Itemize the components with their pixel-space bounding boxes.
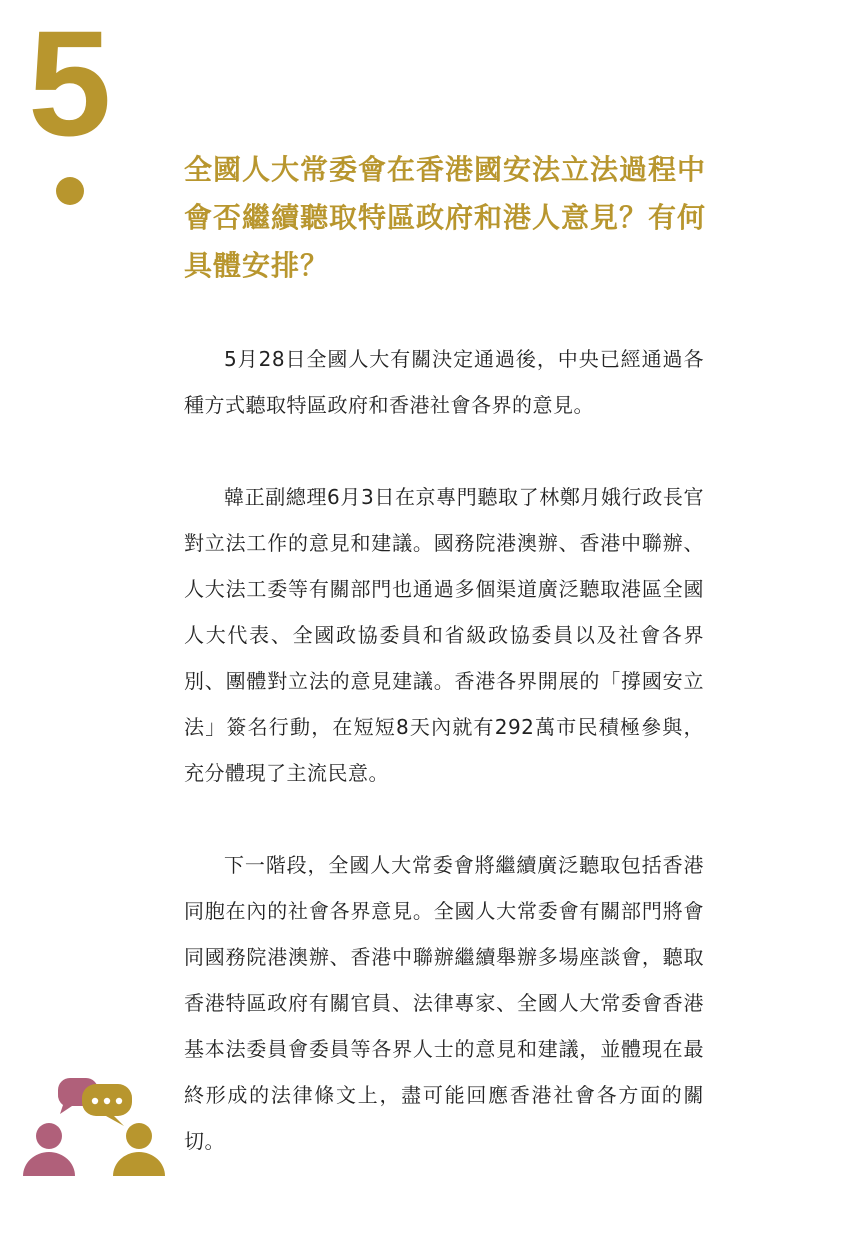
- section-title: 全國人大常委會在香港國安法立法過程中會否繼續聽取特區政府和港人意見？有何具體安排？: [184, 153, 707, 282]
- bubble-dot: [104, 1098, 110, 1104]
- section-number-dot: [56, 177, 84, 205]
- paragraph-2: 韓正副總理6月3日在京專門聽取了林鄭月娥行政長官對立法工作的意見和建議。國務院港澳辦、香港中聯辦、人大法工委等有關部門也通過多個渠道廣泛聽取港區全國人大代表、全國政協委員和省級政協委員以及社會各界別、團體對立法的意見建議。香港各界開展的「撐國安立法」簽名行動，在短短8天內就有292萬市民積極參與，充分體現了主流民意。: [184, 485, 704, 785]
- section-number: 5: [28, 0, 112, 167]
- body-text: [184, 336, 704, 1210]
- right-person-body: [113, 1152, 165, 1176]
- paragraph-3: 下一階段，全國人大常委會將繼續廣泛聽取包括香港同胞在內的社會各界意見。全國人大常委會有關部門將會同國務院港澳辦、香港中聯辦繼續舉辦多場座談會，聽取香港特區政府有關官員、法律專家、全國人大常委會香港基本法委員會委員等各界人士的意見和建議，並體現在最終形成的法律條文上，盡可能回應香港社會各方面的關切。: [184, 853, 704, 1153]
- bubble-dot: [116, 1098, 122, 1104]
- right-person-head: [126, 1123, 152, 1149]
- left-person-body: [23, 1152, 75, 1176]
- left-person-head: [36, 1123, 62, 1149]
- bubble-dot: [92, 1098, 98, 1104]
- gold-speech-bubble: [82, 1084, 132, 1126]
- paragraph-1: 5月28日全國人大有關決定通過後，中央已經通過各種方式聽取特區政府和香港社會各界的意見。: [184, 347, 704, 417]
- people-chat-icon: [22, 1076, 168, 1182]
